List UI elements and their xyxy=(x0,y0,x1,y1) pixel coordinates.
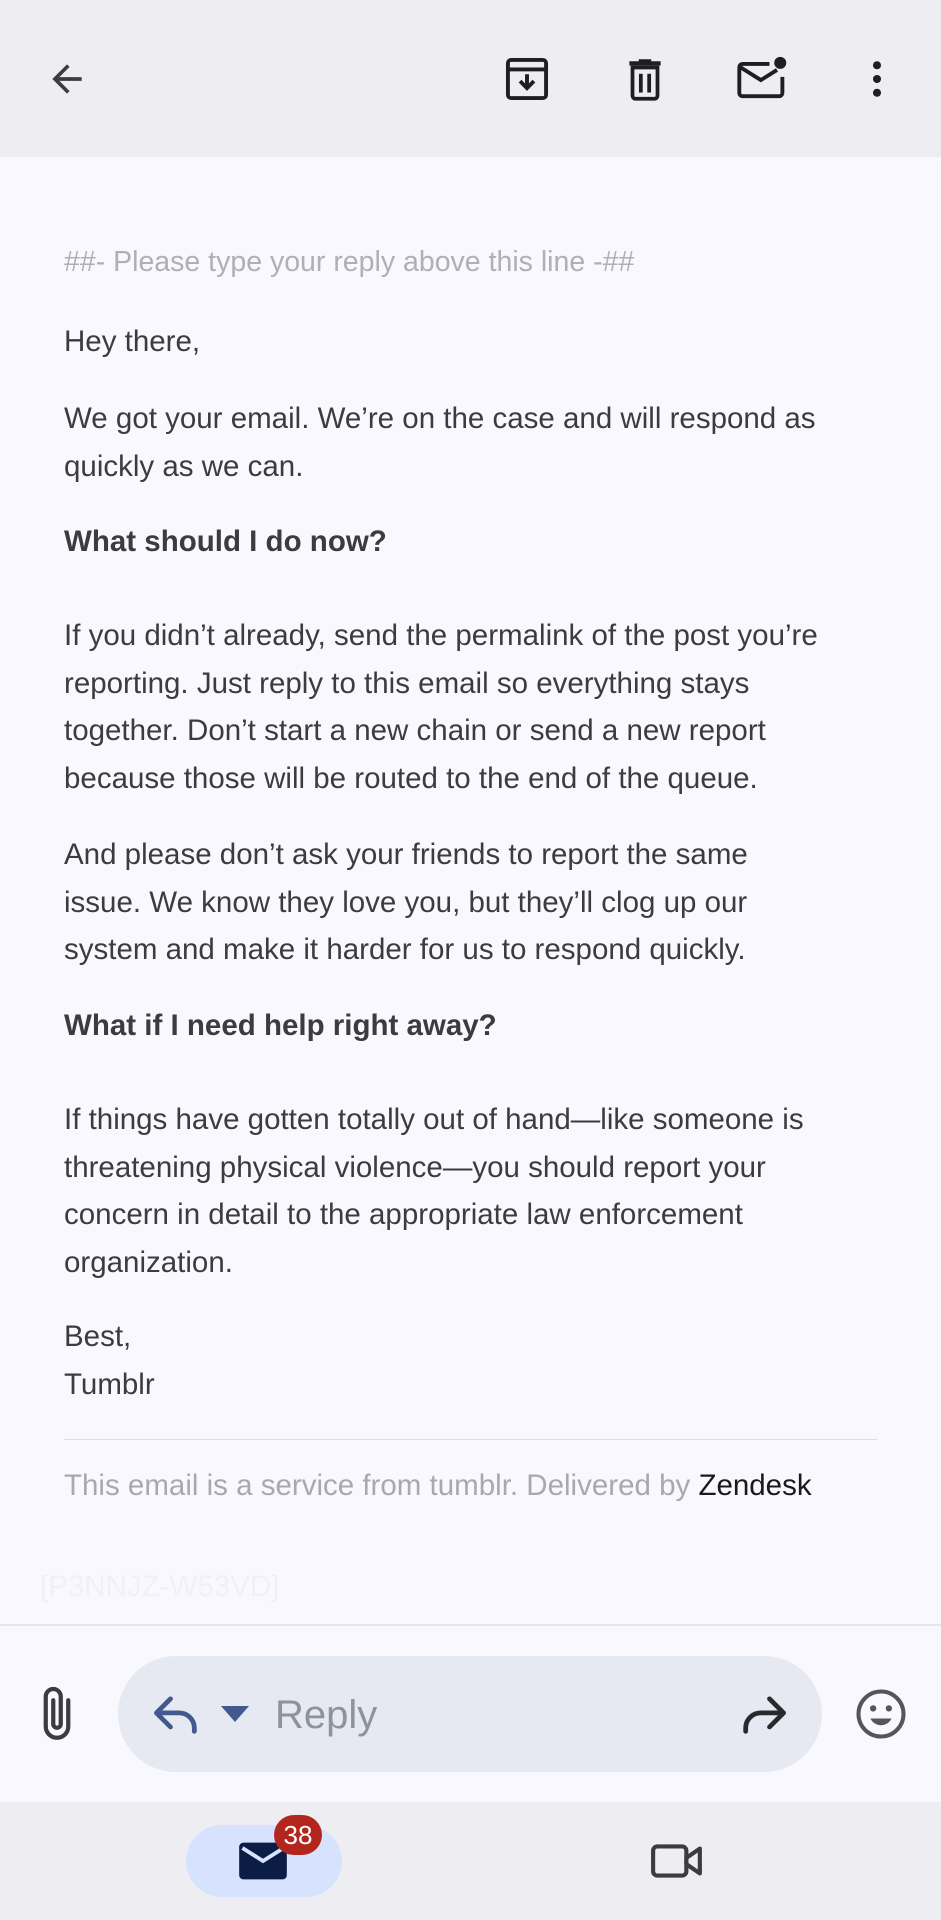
emoji-button[interactable] xyxy=(846,1679,916,1749)
archive-button[interactable] xyxy=(492,44,562,114)
paragraph-line: system and make it harder for us to respond quickly. xyxy=(64,933,746,966)
back-button[interactable] xyxy=(32,44,102,114)
permalink-paragraph xyxy=(64,612,884,802)
reply-icon xyxy=(151,1692,203,1736)
intro-line: quickly as we can. xyxy=(64,449,304,483)
reply-bar-divider xyxy=(0,1624,941,1626)
signoff-text: Best, xyxy=(64,1320,132,1353)
arrow-left-icon xyxy=(45,57,89,101)
footer-divider xyxy=(64,1439,877,1440)
paragraph-line: If things have gotten totally out of hand—like someone is xyxy=(64,1103,804,1136)
law-enforcement-paragraph xyxy=(64,1096,884,1286)
paragraph-line: And please don’t ask your friends to report the same xyxy=(64,838,748,871)
intro-line: We got your email. We’re on the case and will respond as xyxy=(64,402,816,435)
more-vertical-icon xyxy=(855,55,899,103)
paragraph-line: threatening physical violence—you should report your xyxy=(64,1150,766,1184)
paragraph-line: If you didn’t already, send the permalink of the post you’re xyxy=(64,619,818,652)
section-heading-help: What if I need help right away? xyxy=(64,1009,497,1042)
paragraph-line: issue. We know they love you, but they’ll clog up our xyxy=(64,885,748,919)
attach-button[interactable] xyxy=(22,1679,92,1749)
paragraph-line: together. Don’t start a new chain or send a new report xyxy=(64,714,766,747)
bottom-navigation xyxy=(0,1802,941,1920)
more-options-button[interactable] xyxy=(842,44,912,114)
forward-button[interactable] xyxy=(728,1679,798,1749)
paperclip-icon xyxy=(35,1684,79,1744)
unread-count-badge: 38 xyxy=(274,1815,322,1855)
intro-paragraph xyxy=(64,395,884,490)
paragraph-line: because those will be routed to the end of the queue. xyxy=(64,761,758,795)
archive-icon xyxy=(501,53,553,105)
signature-block xyxy=(64,1313,884,1408)
smiley-icon xyxy=(854,1687,908,1741)
footer-note xyxy=(64,1469,812,1503)
paragraph-line: reporting. Just reply to this email so everything stays xyxy=(64,666,750,700)
reply-options-button[interactable] xyxy=(206,1679,264,1749)
delete-button[interactable] xyxy=(610,44,680,114)
section-heading-now: What should I do now? xyxy=(64,525,387,558)
reply-button[interactable] xyxy=(142,1679,212,1749)
reply-separator-text: ##- Please type your reply above this line -## xyxy=(64,246,635,278)
greeting-text: Hey there, xyxy=(64,325,201,358)
zendesk-link[interactable]: Zendesk xyxy=(698,1469,812,1502)
mark-unread-button[interactable] xyxy=(728,44,798,114)
caret-down-icon xyxy=(221,1706,249,1722)
nav-meet-button[interactable] xyxy=(642,1826,712,1896)
footer-text: This email is a service from tumblr. Delivered by xyxy=(64,1469,699,1502)
top-app-bar xyxy=(0,0,941,157)
paragraph-line: organization. xyxy=(64,1245,233,1279)
video-camera-icon xyxy=(650,1840,704,1882)
forward-icon xyxy=(737,1692,789,1736)
friends-paragraph xyxy=(64,831,884,974)
reply-input[interactable]: Reply xyxy=(275,1693,378,1737)
mail-unread-icon xyxy=(735,53,791,105)
reference-code: [P3NNJZ-W53VD] xyxy=(40,1570,280,1603)
paragraph-line: concern in detail to the appropriate law enforcement xyxy=(64,1198,743,1231)
trash-icon xyxy=(620,54,670,104)
signature-text: Tumblr xyxy=(64,1367,155,1401)
